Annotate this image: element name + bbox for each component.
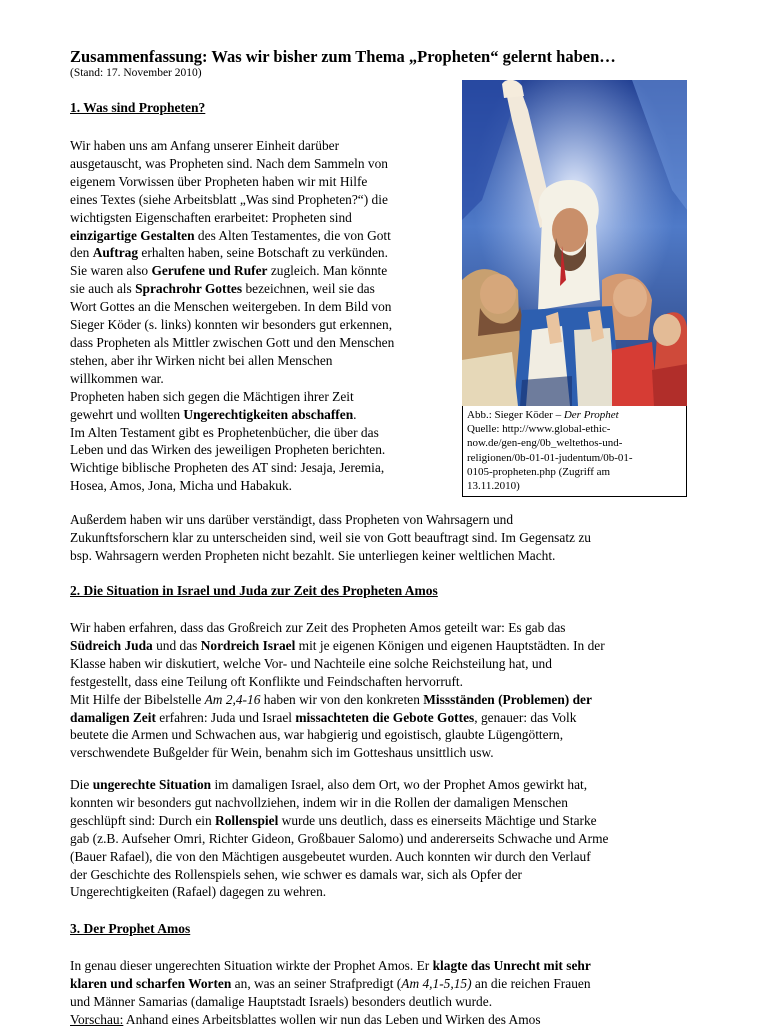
text-line: konnten wir besonders gut nachvollziehen, indem wir in die Rollen der damaligen Menschen <box>70 794 568 810</box>
painting-prophet-icon <box>462 80 687 406</box>
text-line: dass Propheten als Mittler zwischen Gott und den Menschen <box>70 334 395 350</box>
text-line: Südreich Juda und das Nordreich Israel mit je eigenen Königen und eigenen Hauptstädten. In der <box>70 637 605 653</box>
text-line: Hosea, Amos, Jona, Micha und Habakuk. <box>70 478 293 494</box>
text-line: willkommen war. <box>70 370 164 386</box>
text-line: Außerdem haben wir uns darüber verständigt, dass Propheten von Wahrsagern und <box>70 512 514 527</box>
image-caption <box>462 406 687 497</box>
section-2-paragraph-2 <box>70 776 710 901</box>
section-3-heading: 3. Der Prophet Amos <box>70 921 191 936</box>
bold-term: klagte das Unrecht mit sehr <box>432 958 591 973</box>
text-line: der Geschichte des Rollenspiels sehen, wie schwer es damals war, sich als Opfer der <box>70 866 522 882</box>
caption-line: now.de/gen-eng/0b_weltethos-und- <box>467 437 623 450</box>
text-line: bsp. Wahrsagern werden Propheten nicht bezahlt. Sie unterliegen keiner weltlichen Macht. <box>70 547 556 563</box>
caption-line: 13.11.2010) <box>467 480 520 493</box>
text-line: einzigartige Gestalten des Alten Testamentes, die von Gott <box>70 227 391 243</box>
text-line: wichtigsten Eigenschaften erarbeitet: Propheten sind <box>70 209 352 225</box>
bold-term: Sprachrohr Gottes <box>135 281 243 297</box>
text-line: (Bauer Rafael), die von den Mächtigen ausgebeutet wurden. Auch konnten wir durch den Verlauf <box>70 848 591 864</box>
bold-term: klaren und scharfen Worten <box>70 975 232 991</box>
bold-term: Südreich Juda <box>70 637 153 653</box>
caption-line: Quelle: http://www.global-ethic- <box>467 423 611 436</box>
text-line: den Auftrag erhalten haben, seine Botschaft zu verkünden. <box>70 245 388 261</box>
bold-term: Nordreich Israel <box>200 637 296 653</box>
text-line: ausgetauscht, was Propheten sind. Nach dem Sammeln von <box>70 155 388 171</box>
text-line: festgestellt, dass eine Teilung oft Konflikte und Feindschaften hervorruft. <box>70 673 463 689</box>
text-line: Wir haben erfahren, dass das Großreich zur Zeit des Propheten Amos geteilt war: Es gab das <box>70 620 566 635</box>
bold-term: ungerechte Situation <box>92 777 212 792</box>
text-line: In genau dieser ungerechten Situation wirkte der Prophet Amos. Er klagte das Unrecht mit sehr <box>70 958 591 973</box>
bible-reference: Am 2,4-16 <box>204 691 261 707</box>
section-2-body <box>70 619 710 762</box>
caption-line: 0105-propheten.php (Zugriff am <box>467 465 611 478</box>
text-line: Propheten haben sich gegen die Mächtigen ihrer Zeit <box>70 388 354 404</box>
bold-term: Missständen (Problemen) der <box>423 691 592 707</box>
bold-term: Rollenspiel <box>215 812 279 828</box>
document-title: Zusammenfassung: Was wir bisher zum Thema „Propheten“ gelernt haben… <box>70 47 616 66</box>
text-line: Zukunftsforschern klar zu unterscheiden sind, weil sie von Gott beauftragt sind. Im Gegensatz zu <box>70 529 591 545</box>
text-line: und Männer Samarias (damalige Hauptstadt Israels) besonders deutlich wurde. <box>70 993 493 1009</box>
text-line: gewehrt und wollten Ungerechtigkeiten abschaffen. <box>70 406 357 422</box>
text-line: Im Alten Testament gibt es Prophetenbücher, die über das <box>70 424 379 440</box>
text-line: klaren und scharfen Worten an, was an seiner Strafpredigt (Am 4,1-5,15) an die reichen Frauen <box>70 975 591 991</box>
caption-line: religionen/0b-01-01-judentum/0b-01- <box>467 451 633 464</box>
caption-title: Der Prophet <box>563 409 619 421</box>
preview-label: Vorschau: <box>70 1011 124 1027</box>
section-1-body <box>70 137 450 495</box>
text-line: eigenem Vorwissen über Propheten haben wir mit Hilfe <box>70 173 368 189</box>
text-line: sie auch als Sprachrohr Gottes bezeichnen, weil sie das <box>70 281 375 297</box>
bold-term: einzigartige Gestalten <box>70 227 195 243</box>
text-line: Wort Gottes an die Menschen weitergeben. In dem Bild von <box>70 299 392 315</box>
text-line: Wir haben uns am Anfang unserer Einheit darüber <box>70 138 340 153</box>
caption-line: Abb.: Sieger Köder – Der Prophet <box>467 409 619 421</box>
text-line: gab (z.B. Aufseher Omri, Richter Gideon, Großbauer Salomo) und andererseits Schwache und Arme <box>70 830 609 846</box>
bold-term: damaligen Zeit <box>70 709 156 725</box>
section-2-heading: 2. Die Situation in Israel und Juda zur Zeit des Propheten Amos <box>70 583 438 598</box>
text-line: damaligen Zeit erfahren: Juda und Israel missachteten die Gebote Gottes, genauer: das Volk <box>70 709 577 725</box>
bold-term: missachteten die Gebote Gottes <box>295 709 475 725</box>
text-line: Vorschau: Anhand eines Arbeitsblattes wollen wir nun das Leben und Wirken des Amos <box>70 1011 541 1027</box>
bold-term: Auftrag <box>92 245 139 261</box>
text-line: eines Textes (siehe Arbeitsblatt „Was sind Propheten?“) die <box>70 191 388 207</box>
text-line: geschlüpft sind: Durch ein Rollenspiel wurde uns deutlich, dass es einerseits Mächtige und Starke <box>70 812 597 828</box>
text-line: Die ungerechte Situation im damaligen Israel, also dem Ort, wo der Prophet Amos gewirkt hat, <box>70 777 588 792</box>
bold-term: Ungerechtigkeiten abschaffen <box>183 406 354 422</box>
section-1-paragraph-2 <box>70 511 710 565</box>
text-line: Klasse haben wir diskutiert, welche Vor- und Nachteile eine solche Reichsteilung hat, und <box>70 655 552 671</box>
text-line: verschwendete Bußgelder für Wein, benahm sich im Gotteshaus unsittlich usw. <box>70 745 494 761</box>
text-line: Sie waren also Gerufene und Rufer zugleich. Man könnte <box>70 263 388 279</box>
text-line: Ungerechtigkeiten (Rafael) dagegen zu wehren. <box>70 884 327 900</box>
text-line: Sieger Köder (s. links) konnten wir besonders gut erkennen, <box>70 317 393 333</box>
bible-reference: Am 4,1-5,15) <box>401 975 472 991</box>
text-line: Mit Hilfe der Bibelstelle Am 2,4-16 haben wir von den konkreten Missständen (Problemen) der <box>70 691 592 707</box>
text-line: Wichtige biblische Propheten des AT sind: Jesaja, Jeremia, <box>70 460 385 476</box>
text-line: beutete die Armen und Schwachen aus, war habgierig und egoistisch, glaubte Lügengöttern, <box>70 727 564 743</box>
section-3-body <box>70 957 710 1029</box>
prophet-painting-image <box>462 80 687 406</box>
document-date: (Stand: 17. November 2010) <box>70 67 202 79</box>
section-1-heading: 1. Was sind Propheten? <box>70 100 206 115</box>
bold-term: Gerufene und Rufer <box>151 263 268 279</box>
text-line: Leben und das Wirken des jeweiligen Propheten berichten. <box>70 442 386 458</box>
text-line: stehen, aber ihr Wirken nicht bei allen Menschen <box>70 352 333 368</box>
